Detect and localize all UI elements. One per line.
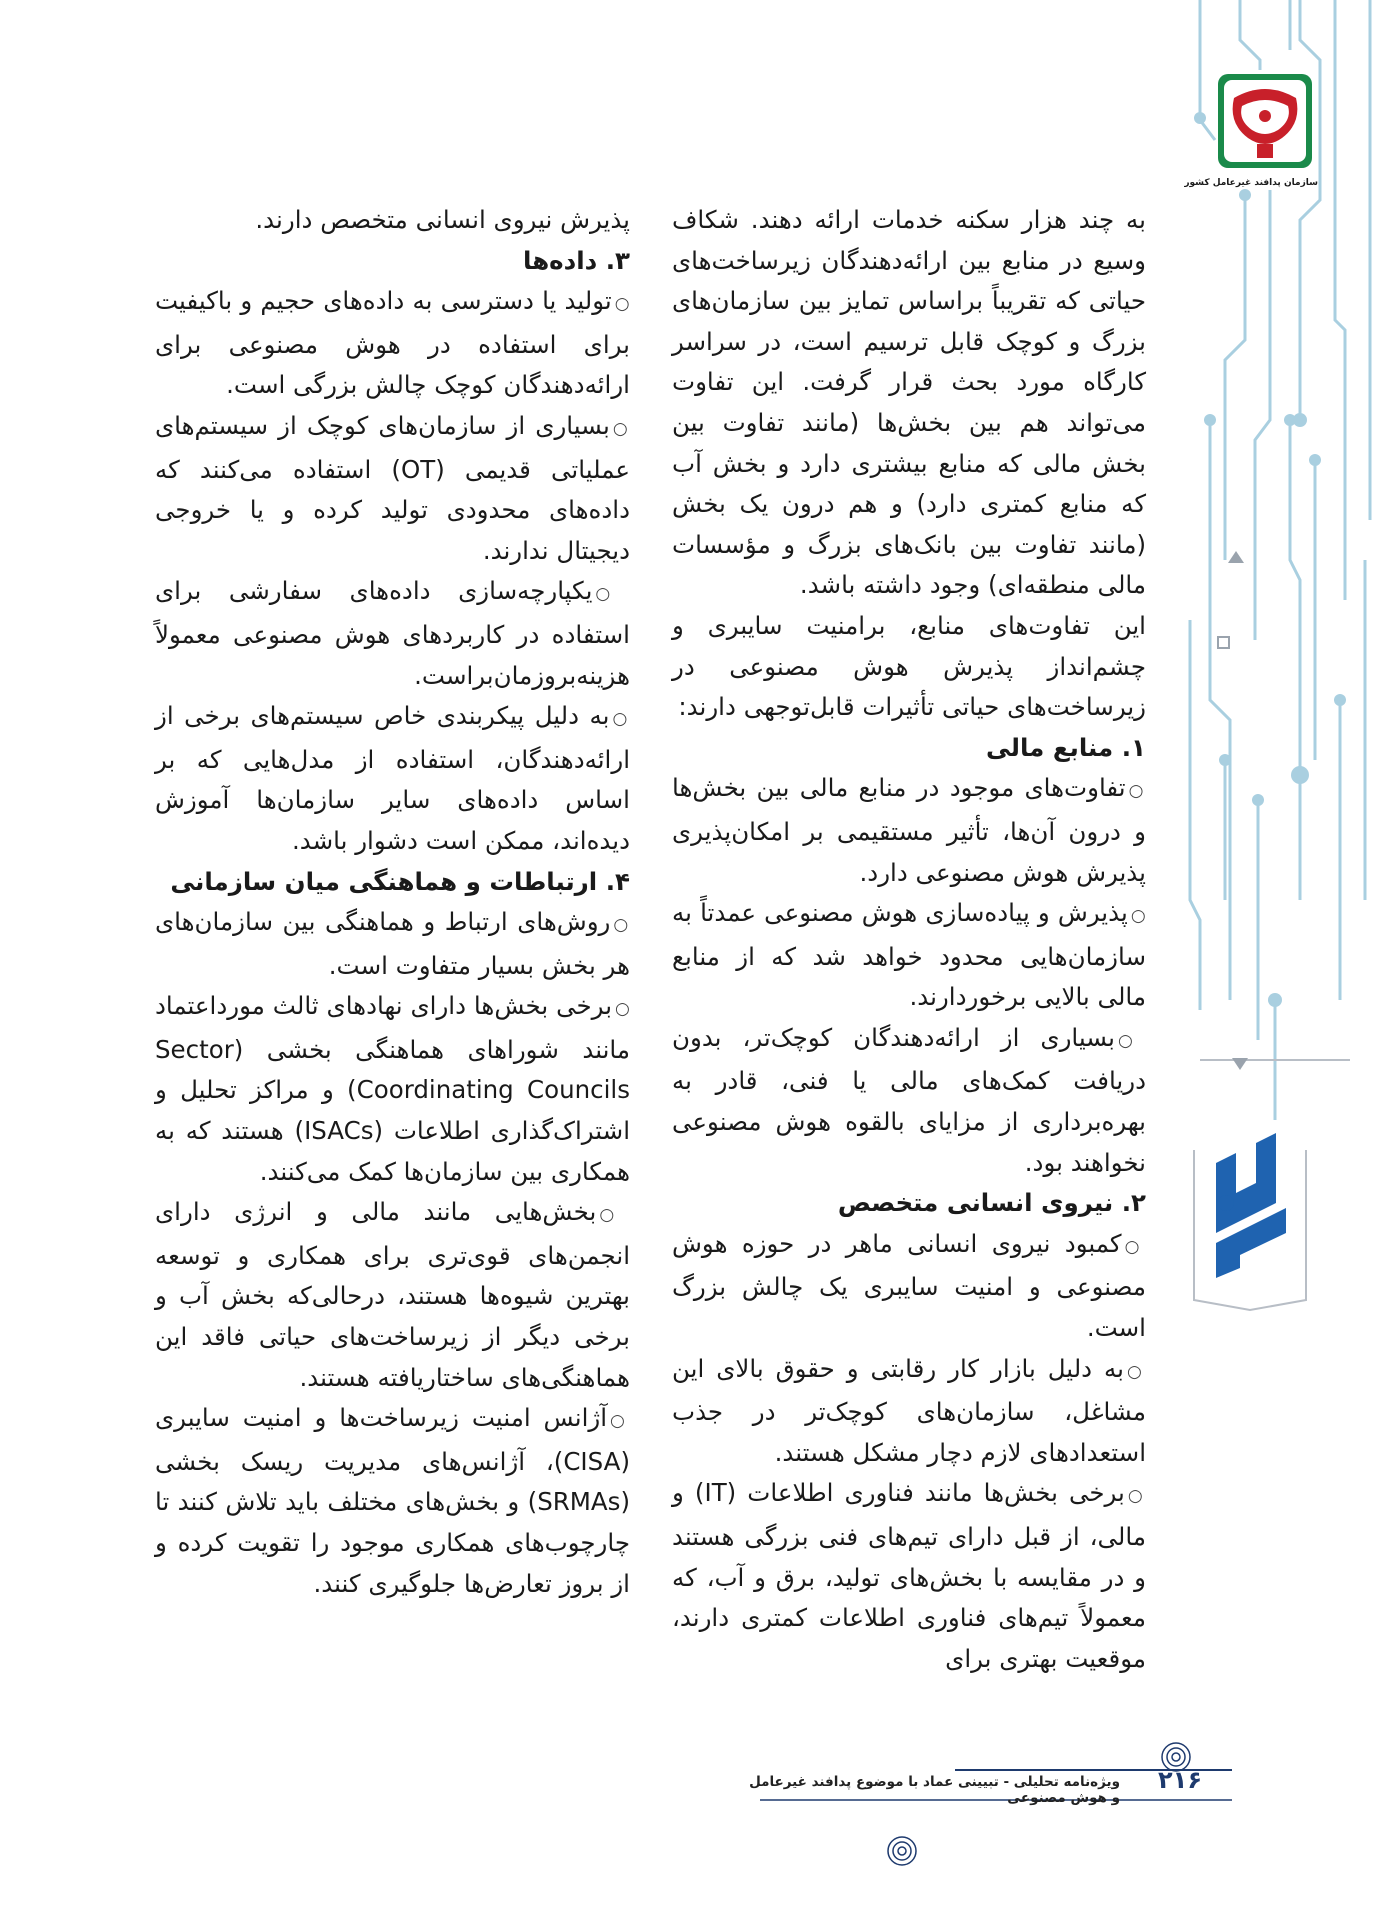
bullet-item: ○ بخش‌هایی مانند مالی و انرژی دارای انجمن‌های قوی‌تری برای همکاری و توسعه بهترین شیوه‌ها هستند، درحالی‌که بخش آب و برخی دیگر از زیرساخت‌های حیاتی فاقد این هماهنگی‌های ساختاریافته هستند. bbox=[155, 1192, 630, 1398]
emad-emblem-icon bbox=[1196, 1133, 1306, 1293]
organization-logo bbox=[1184, 68, 1318, 190]
bullet-item: ○ یکپارچه‌سازی داده‌های سفارشی برای استفاده در کاربردهای هوش مصنوعی معمولاً هزینه‌بروزمان‌براست. bbox=[155, 571, 630, 696]
left-text-column bbox=[155, 200, 630, 1604]
section-heading: ۱. منابع مالی bbox=[986, 732, 1146, 762]
bullet-item: ○ برخی بخش‌ها مانند فناوری اطلاعات (IT) و مالی، از قبل دارای تیم‌های فنی بزرگی هستند و در مقایسه با بخش‌های تولید، برق و آب، که معمولاً تیم‌های فناوری اطلاعات کمتری دارند، موقعیت بهتری برای bbox=[672, 1473, 1146, 1679]
paragraph: به چند هزار سکنه خدمات ارائه دهند. شکاف وسیع در منابع بین ارائه‌دهندگان زیرساخت‌های حیاتی که تقریباً براساس تمایز بین سازمان‌های بزرگ و کوچک قابل ترسیم است، در سراسر کارگاه مورد بحث قرار گرفت. این تفاوت می‌تواند هم بین بخش‌ها (مانند تفاوت بین بخش مالی که منابع بیشتری دارد و بخش آب که منابع کمتری دارد) و هم درون یک بخش (مانند تفاوت بین بانک‌های بزرگ و مؤسسات مالی منطقه‌ای) وجود داشته باشد. bbox=[672, 205, 1146, 600]
section-heading: ۴. ارتباطات و هماهنگی میان سازمانی bbox=[170, 866, 630, 896]
bullet-item: ○ بسیاری از ارائه‌دهندگان کوچک‌تر، بدون دریافت کمک‌های مالی یا فنی، قادر به بهره‌برداری از مزایای بالقوه هوش مصنوعی نخواهند بود. bbox=[672, 1018, 1146, 1183]
bullet-item: ○ پذیرش و پیاده‌سازی هوش مصنوعی عمدتاً به سازمان‌هایی محدود خواهد شد که از منابع مالی بالایی برخوردارند. bbox=[672, 893, 1146, 1018]
bullet-item: ○ برخی بخش‌ها دارای نهادهای ثالث مورداعتماد مانند شوراهای هماهنگی بخشی (Sector Coordinating Councils) و مراکز تحلیل و اشتراک‌گذاری اطلاعات (ISACs) هستند که به همکاری بین سازمان‌ها کمک می‌کنند. bbox=[155, 986, 630, 1192]
bullet-item: ○ کمبود نیروی انسانی ماهر در حوزه هوش مصنوعی و امنیت سایبری یک چالش بزرگ است. bbox=[672, 1224, 1146, 1349]
section-heading: ۲. نیروی انسانی متخصص bbox=[837, 1188, 1146, 1218]
logo-caption: سازمان پدافند غیرعامل کشور bbox=[1184, 178, 1318, 188]
page-number: ۲۱۶ bbox=[1158, 1766, 1202, 1794]
emad-logo bbox=[1196, 1133, 1306, 1293]
right-text-column bbox=[672, 200, 1146, 1679]
paragraph: پذیرش نیروی انسانی متخصص دارند. bbox=[255, 205, 630, 234]
bullet-item: ○ تولید یا دسترسی به داده‌های حجیم و باکیفیت برای استفاده در هوش مصنوعی برای ارائه‌دهندگان کوچک چالش بزرگی است. bbox=[155, 281, 630, 406]
paragraph: این تفاوت‌های منابع، برامنیت سایبری و چشم‌انداز پذیرش هوش مصنوعی در زیرساخت‌های حیاتی تأثیرات قابل‌توجهی دارند: bbox=[672, 610, 1146, 722]
bullet-item: ○ به دلیل پیکربندی خاص سیستم‌های برخی از ارائه‌دهندگان، استفاده از مدل‌هایی که بر اساس داده‌های سایر سازمان‌ها آموزش دیده‌اند، ممکن است دشوار باشد. bbox=[155, 696, 630, 861]
bullet-item: ○ به دلیل بازار کار رقابتی و حقوق بالای این مشاغل، سازمان‌های کوچک‌تر در جذب استعدادهای لازم دچار مشکل هستند. bbox=[672, 1349, 1146, 1474]
section-heading: ۳. داده‌ها bbox=[523, 245, 630, 275]
bullet-item: ○ آژانس امنیت زیرساخت‌ها و امنیت سایبری (CISA)، آژانس‌های مدیریت ریسک بخشی (SRMAs) و بخش‌های مختلف باید تلاش کنند تا چارچوب‌های همکاری موجود را تقویت کرده و از بروز تعارض‌ها جلوگیری کنند. bbox=[155, 1398, 630, 1604]
bullet-item: ○ بسیاری از سازمان‌های کوچک از سیستم‌های عملیاتی قدیمی (OT) استفاده می‌کنند که داده‌های محدودی تولید کرده و یا خروجی دیجیتال ندارند. bbox=[155, 406, 630, 571]
bullet-item: ○ روش‌های ارتباط و هماهنگی بین سازمان‌های هر بخش بسیار متفاوت است. bbox=[155, 902, 630, 986]
passive-defense-emblem-icon bbox=[1212, 68, 1318, 174]
footer-publication-title: ویژه‌نامه تحلیلی - تبیینی عماد با موضوع پدافند غیرعامل و هوش مصنوعی bbox=[749, 1774, 1120, 1806]
bullet-item: ○ تفاوت‌های موجود در منابع مالی بین بخش‌ها و درون آن‌ها، تأثیر مستقیمی بر امکان‌پذیری پذیرش هوش مصنوعی دارد. bbox=[672, 768, 1146, 893]
